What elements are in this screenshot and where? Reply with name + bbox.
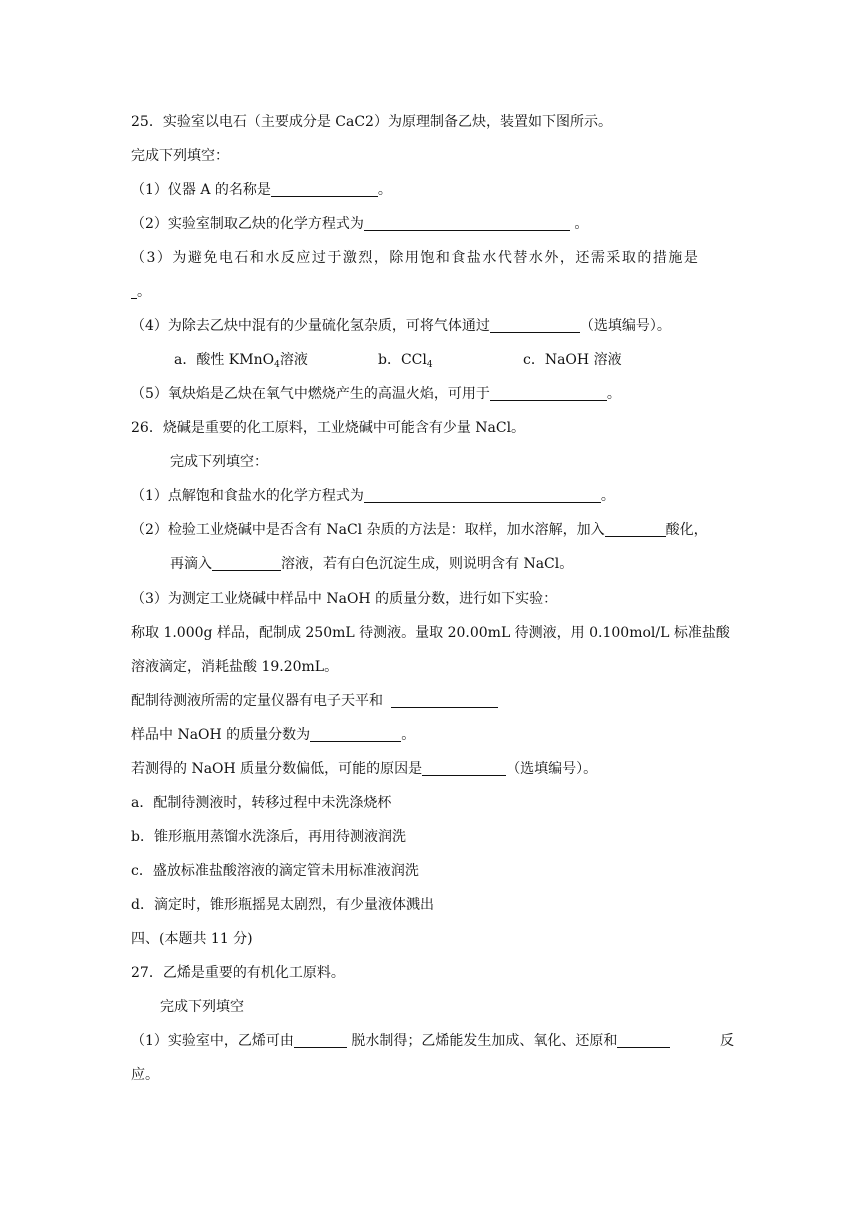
q26-part3-cause: 若测得的 NaOH 质量分数偏低，可能的原因是 （选填编号）。 — [131, 761, 598, 777]
answer-blank[interactable] — [490, 386, 607, 401]
answer-blank[interactable] — [391, 693, 498, 708]
answer-blank[interactable] — [364, 488, 601, 503]
q25-part5: （5）氧炔焰是乙炔在氧气中燃烧产生的高温火焰，可用于 。 — [131, 386, 621, 402]
q26-part2-cont: 再滴入 溶液，若有白色沉淀生成，则说明含有 NaCl。 — [170, 556, 574, 572]
section-heading: 四、(本题共 11 分) — [131, 931, 253, 947]
answer-blank[interactable] — [212, 556, 281, 571]
q26-part2: （2）检验工业烧碱中是否含有 NaCl 杂质的方法是：取样，加水溶解，加入 酸化， — [131, 522, 708, 538]
answer-blank[interactable] — [617, 1033, 670, 1048]
q25-part3: （3）为避免电石和水反应过于激烈，除用饱和食盐水代替水外，还需采取的措施是 — [131, 250, 700, 266]
q26-intro: 完成下列填空： — [170, 454, 268, 470]
q25-options — [174, 350, 622, 375]
answer-blank[interactable] — [490, 318, 580, 333]
q25-part4: （4）为除去乙炔中混有的少量硫化氢杂质，可将气体通过 （选填编号）。 — [131, 318, 671, 334]
q26-part3: （3）为测定工业烧碱中样品中 NaOH 的质量分数，进行如下实验： — [131, 591, 558, 607]
answer-blank[interactable] — [422, 761, 506, 776]
q26-part3-procedure-cont: 溶液滴定，消耗盐酸 19.20mL。 — [131, 659, 339, 675]
q26-part3-fraction: 样品中 NaOH 的质量分数为 。 — [131, 727, 416, 743]
q27-intro: 完成下列填空 — [160, 999, 244, 1015]
q27-part1: （1）实验室中，乙烯可由 脱水制得；乙烯能发生加成、氧化、还原和 反 — [131, 1033, 734, 1049]
q27-part1-cont: 应。 — [131, 1067, 159, 1083]
q25-part3-cont: 。 — [131, 282, 151, 302]
answer-blank[interactable] — [364, 216, 570, 231]
answer-blank[interactable] — [605, 522, 666, 537]
q26-part1: （1）点解饱和食盐水的化学方程式为 。 — [131, 488, 615, 504]
q25-title: 25．实验室以电石（主要成分是 CaC2）为原理制备乙炔，装置如下图所示。 — [131, 114, 612, 130]
q27-title: 27．乙烯是重要的有机化工原料。 — [131, 965, 345, 981]
q26-choice-a: a．配制待测液时，转移过程中未洗涤烧杯 — [131, 795, 392, 811]
option-b: b．CCl$_4$ — [378, 352, 433, 370]
q25-part1: （1）仪器 A 的名称是 。 — [131, 182, 392, 198]
answer-blank[interactable] — [310, 727, 401, 742]
option-c: c．NaOH 溶液 — [523, 352, 622, 368]
q26-choice-d: d．滴定时，锥形瓶摇晃太剧烈，有少量液体溅出 — [131, 897, 434, 913]
q26-title: 26．烧碱是重要的化工原料，工业烧碱中可能含有少量 NaCl。 — [131, 420, 526, 436]
q25-intro: 完成下列填空： — [131, 148, 229, 164]
answer-blank[interactable] — [294, 1033, 347, 1048]
q26-part3-procedure: 称取 1.000g 样品，配制成 250mL 待测液。量取 20.00mL 待测液，用 0.100mol/L 标准盐酸 — [131, 625, 730, 641]
q26-part3-instruments: 配制待测液所需的定量仪器有电子天平和 — [131, 691, 498, 711]
q25-part2: （2）实验室制取乙炔的化学方程式为 。 — [131, 216, 589, 232]
answer-blank[interactable] — [271, 182, 378, 197]
q26-choice-c: c．盛放标准盐酸溶液的滴定管未用标准液润洗 — [131, 863, 419, 879]
option-a: a．酸性 KMnO$_4$溶液 — [174, 352, 308, 370]
q26-choice-b: b．锥形瓶用蒸馏水洗涤后，再用待测液润洗 — [131, 829, 406, 845]
